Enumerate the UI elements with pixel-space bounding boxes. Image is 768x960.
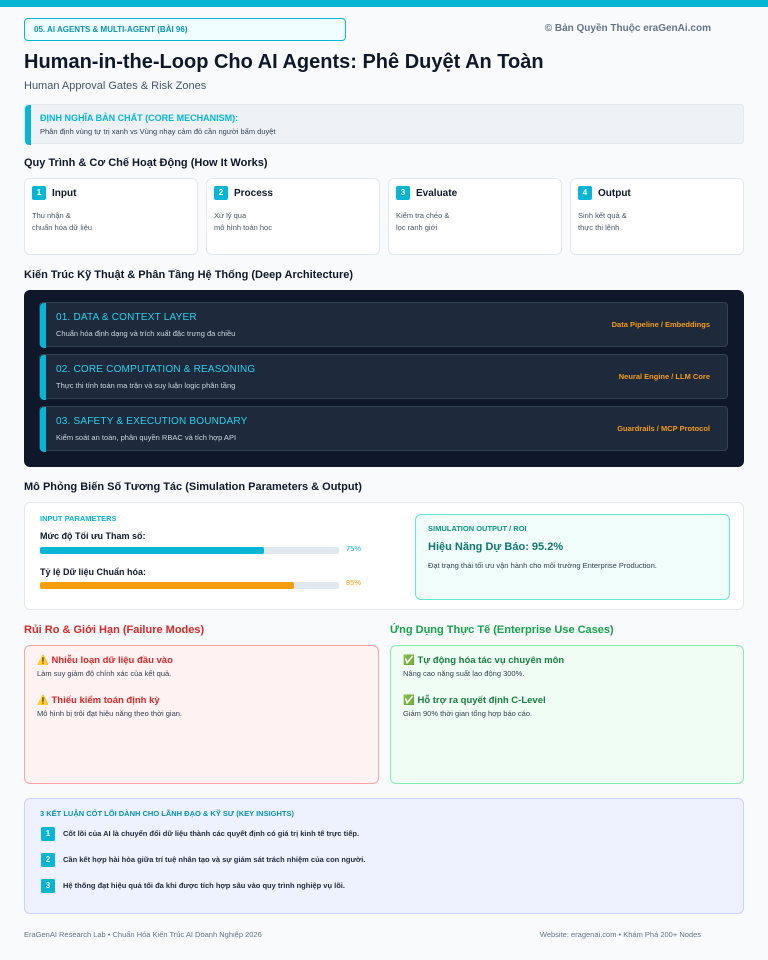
output-description: Đạt trạng thái tối ưu vận hành cho môi trường Enterprise Production. bbox=[428, 561, 657, 570]
insight-number: 1 bbox=[41, 827, 55, 841]
step-name: Evaluate bbox=[416, 188, 458, 199]
architecture-layer-safety bbox=[39, 406, 728, 451]
process-step-evaluate bbox=[388, 178, 562, 255]
process-step-input bbox=[24, 178, 198, 255]
architecture-layer-core bbox=[39, 354, 728, 399]
step-number: 3 bbox=[396, 186, 410, 200]
param-value: 75% bbox=[346, 544, 362, 553]
page-subtitle: Human Approval Gates & Risk Zones bbox=[24, 80, 207, 92]
layer-description: Chuẩn hóa định dạng và trích xuất đặc trưng đa chiều bbox=[56, 329, 236, 338]
risk-description: Làm suy giảm độ chính xác của kết quả. bbox=[37, 669, 172, 678]
output-value: Hiệu Năng Dự Báo: 95.2% bbox=[428, 541, 564, 553]
step-number: 4 bbox=[578, 186, 592, 200]
layer-title: 01. DATA & CONTEXT LAYER bbox=[56, 312, 197, 323]
layer-tag: Data Pipeline / Embeddings bbox=[611, 320, 710, 329]
output-heading: SIMULATION OUTPUT / ROI bbox=[428, 524, 527, 533]
definition-text: Phân định vùng tự trị xanh vs Vùng nhạy cảm đỏ cần người bấm duyệt bbox=[40, 127, 276, 136]
usecases-panel bbox=[390, 645, 744, 784]
step-description: Kiểm tra chéo & lọc ranh giới bbox=[396, 211, 450, 232]
param-slider-track[interactable] bbox=[40, 547, 339, 554]
footer-right: Website: eragenai.com • Khám Phá 200+ Nodes bbox=[539, 930, 701, 939]
step-name: Input bbox=[52, 188, 77, 199]
layer-accent-bar bbox=[40, 407, 46, 452]
usecase-title: ✅ Tự động hóa tác vụ chuyên môn bbox=[403, 655, 565, 666]
insight-number: 2 bbox=[41, 853, 55, 867]
simulation-output-box bbox=[415, 514, 730, 600]
risks-heading: Rủi Ro & Giới Hạn (Failure Modes) bbox=[24, 624, 205, 636]
footer-left: EraGenAI Research Lab • Chuẩn Hóa Kiến Trúc AI Doanh Nghiệp 2026 bbox=[24, 930, 262, 939]
layer-tag: Guardrails / MCP Protocol bbox=[617, 424, 710, 433]
copyright-notice: © Bản Quyền Thuộc eraGenAi.com bbox=[544, 23, 711, 34]
definition-box bbox=[24, 104, 744, 144]
step-description: Xử lý qua mô hình toán học bbox=[214, 211, 272, 232]
insight-text: Hệ thống đạt hiệu quả tối đa khi được tích hợp sâu vào quy trình nghiệp vụ lõi. bbox=[63, 881, 345, 890]
step-name: Output bbox=[598, 188, 631, 199]
process-step-output bbox=[570, 178, 744, 255]
layer-description: Thực thi tính toán ma trận và suy luận logic phân tầng bbox=[56, 381, 236, 390]
process-heading: Quy Trình & Cơ Chế Hoạt Động (How It Works) bbox=[24, 157, 268, 169]
param-slider-track[interactable] bbox=[40, 582, 339, 589]
key-insights-panel bbox=[24, 798, 744, 914]
insight-text: Cần kết hợp hài hòa giữa trí tuệ nhân tạo và sự giám sát trách nhiệm của con người. bbox=[63, 855, 366, 864]
param-label: Tỷ lệ Dữ liệu Chuẩn hóa: bbox=[40, 567, 147, 577]
layer-title: 02. CORE COMPUTATION & REASONING bbox=[56, 364, 256, 375]
process-step-process bbox=[206, 178, 380, 255]
risk-description: Mô hình bị trôi đạt hiệu năng theo thời gian. bbox=[37, 709, 183, 718]
step-name: Process bbox=[234, 188, 273, 199]
param-slider-fill bbox=[40, 547, 264, 554]
definition-heading: ĐỊNH NGHĨA BẢN CHẤT (CORE MECHANISM): bbox=[40, 113, 239, 123]
layer-accent-bar bbox=[40, 303, 46, 348]
usecase-description: Nâng cao năng suất lao động 300%. bbox=[403, 669, 525, 678]
step-number: 1 bbox=[32, 186, 46, 200]
insight-text: Cốt lõi của AI là chuyển đổi dữ liệu thành các quyết định có giá trị kinh tế trực tiếp. bbox=[63, 829, 360, 838]
layer-title: 03. SAFETY & EXECUTION BOUNDARY bbox=[56, 416, 248, 427]
step-description: Sinh kết quả & thực thi lệnh bbox=[578, 211, 627, 232]
risks-panel bbox=[24, 645, 379, 784]
risk-title: ⚠️ Thiếu kiểm toán định kỳ bbox=[37, 695, 160, 706]
step-number: 2 bbox=[214, 186, 228, 200]
step-description: Thu nhận & chuẩn hóa dữ liệu bbox=[32, 211, 93, 232]
insights-heading: 3 KẾT LUẬN CỐT LÕI DÀNH CHO LÃNH ĐẠO & KỸ SƯ (KEY INSIGHTS) bbox=[40, 809, 295, 818]
risk-title: ⚠️ Nhiễu loạn dữ liệu đầu vào bbox=[37, 655, 173, 666]
layer-tag: Neural Engine / LLM Core bbox=[618, 372, 710, 381]
architecture-layer-data bbox=[39, 302, 728, 347]
input-parameters-heading: INPUT PARAMETERS bbox=[40, 514, 117, 523]
usecases-heading: Ứng Dụng Thực Tế (Enterprise Use Cases) bbox=[390, 624, 614, 636]
layer-description: Kiểm soát an toàn, phân quyền RBAC và tích hợp API bbox=[56, 433, 237, 442]
simulation-heading: Mô Phỏng Biến Số Tương Tác (Simulation Parameters & Output) bbox=[24, 481, 362, 493]
category-tag: 05. AI AGENTS & MULTI-AGENT (BÀI 96) bbox=[24, 18, 346, 41]
param-value: 85% bbox=[346, 578, 362, 587]
definition-accent-bar bbox=[25, 105, 31, 145]
param-slider-fill bbox=[40, 582, 294, 589]
usecase-title: ✅ Hỗ trợ ra quyết định C-Level bbox=[403, 695, 546, 706]
page-title: Human-in-the-Loop Cho AI Agents: Phê Duyệt An Toàn bbox=[24, 51, 544, 73]
architecture-heading: Kiến Trúc Kỹ Thuật & Phân Tầng Hệ Thống (Deep Architecture) bbox=[24, 269, 354, 281]
top-accent-bar bbox=[0, 0, 768, 7]
usecase-description: Giảm 90% thời gian tổng hợp báo cáo. bbox=[403, 709, 533, 718]
layer-accent-bar bbox=[40, 355, 46, 400]
architecture-panel bbox=[24, 290, 744, 467]
param-label: Mức độ Tối ưu Tham số: bbox=[40, 531, 146, 541]
insight-number: 3 bbox=[41, 879, 55, 893]
simulation-panel bbox=[24, 502, 744, 610]
